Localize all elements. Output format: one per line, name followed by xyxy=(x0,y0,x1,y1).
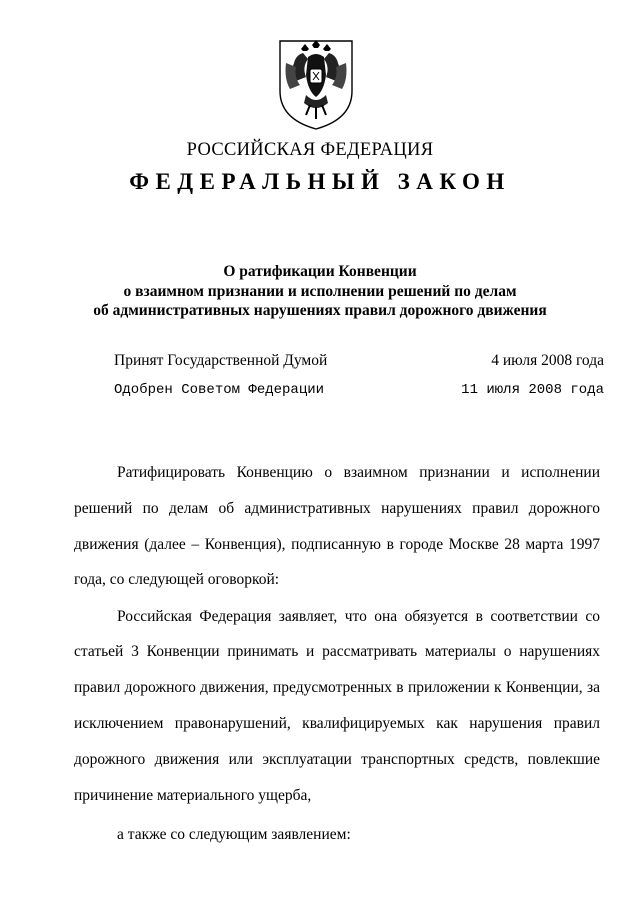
law-title xyxy=(60,262,580,321)
council-approval-date: 11 июля 2008 года xyxy=(461,382,604,398)
duma-adoption-date: 4 июля 2008 года xyxy=(491,352,604,369)
body-paragraph: а также со следующим заявлением: xyxy=(117,826,351,844)
body-paragraph: Ратифицировать Конвенцию о взаимном признании и исполнении решений по делам об административных нарушениях правил дорожного движения (далее – Конвенция), подписанную в городе Москве 28 марта 1997 года, со следующей оговоркой: xyxy=(74,464,600,589)
council-approval-label: Одобрен Советом Федерации xyxy=(114,382,325,398)
law-title-line: об административных нарушениях правил дорожного движения xyxy=(93,302,547,319)
law-title-line: о взаимном признании и исполнении решений по делам xyxy=(123,282,517,300)
duma-adoption-label: Принят Государственной Думой xyxy=(114,352,328,369)
coat-of-arms-icon xyxy=(276,39,356,131)
country-name: РОССИЙСКАЯ ФЕДЕРАЦИЯ xyxy=(186,140,434,160)
law-body xyxy=(74,455,600,853)
law-title-line: О ратификации Конвенции xyxy=(223,263,417,280)
body-paragraph: Российская Федерация заявляет, что она обязуется в соответствии со статьей 3 Конвенции принимать и рассматривать материалы о нарушениях правил дорожного движения, предусмотренных в приложении к Конвенции, за исключением правонарушений, квалифицируемых как нарушения правил дорожного движения или эксплуатации транспортных средств, повлекшие причинение материального ущерба, xyxy=(74,607,600,804)
law-type-heading: ФЕДЕРАЛЬНЫЙ ЗАКОН xyxy=(129,169,511,194)
